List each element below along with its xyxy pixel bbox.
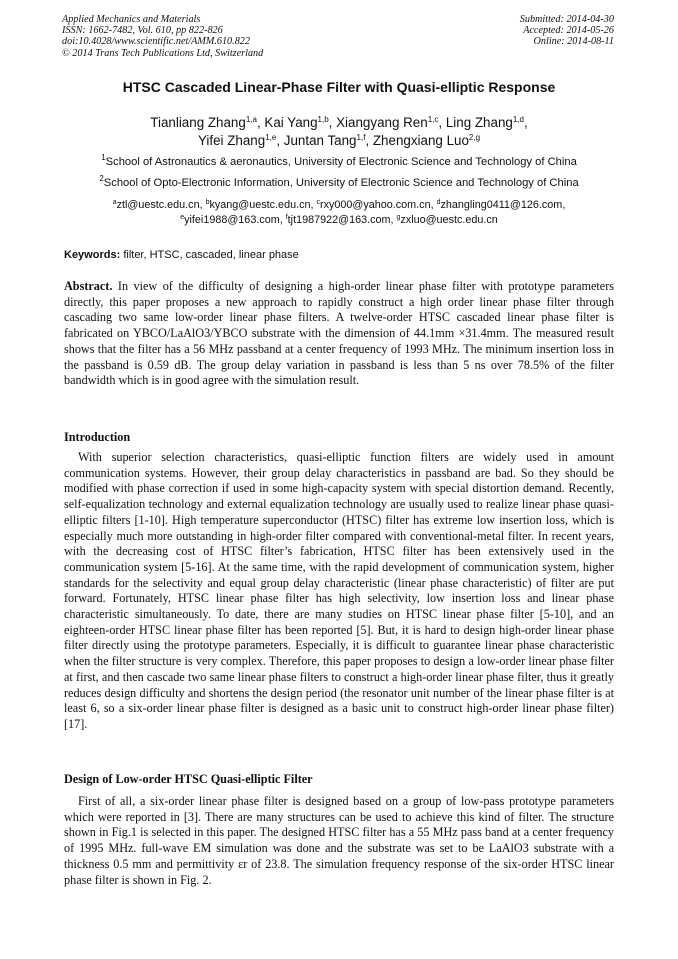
affiliation-sup: 1 <box>101 153 106 162</box>
section-heading-design: Design of Low-order HTSC Quasi-elliptic Filter <box>64 772 313 786</box>
author-sup: 1,d <box>512 115 524 124</box>
design-text: First of all, a six-order linear phase filter is designed based on a group of low-pass prototype parameters which were reported in [3]. There are many structures can be used to achieve this kind of filter. The structure shown in Fig.1 is selected in this paper. The designed HTSC filter has a 55 MHz pass band at a center frequency of 1995 MHz. full-wave EM simulation was done and the substrate was set to be LaAlO3 substrate with a thickness 0.5 mm and permittivity εr of 23.8. The simulation frequency response of the six-order HTSC linear phase filter is shown in Fig. 2. <box>64 794 614 887</box>
email-sup: e <box>180 214 185 221</box>
journal-copyright: © 2014 Trans Tech Publications Ltd, Switzerland <box>62 47 264 59</box>
journal-info <box>62 14 263 59</box>
email-address[interactable]: tjt1987922@163.com <box>287 214 391 226</box>
introduction-paragraph <box>64 450 614 733</box>
affiliation-text: School of Astronautics & aeronautics, University of Electronic Science and Technology of China <box>105 156 577 168</box>
journal-name: Applied Mechanics and Materials <box>62 14 201 25</box>
author-list: Tianliang Zhang$^{1,a}$, Kai Yang$^{1,b}$, Xiangyang Ren$^{1,c}$, Ling Zhang$^{1,d}$, Yifei Zhang$^{1,e}$, Juntan Tang$^{1,f}$, Zhengxiang Luo$^{2,g}$ <box>150 115 528 148</box>
author-sup: 2,g <box>468 133 481 142</box>
author-name: Ling Zhang <box>445 115 513 130</box>
paper-title: HTSC Cascaded Linear-Phase Filter with Quasi-elliptic Response <box>122 79 556 95</box>
affiliation-text: School of Opto-Electronic Information, University of Electronic Science and Technology of China <box>103 177 579 189</box>
author-name: Kai Yang <box>264 115 318 130</box>
author-name: Juntan Tang <box>283 133 357 148</box>
design-paragraph <box>64 794 614 888</box>
publication-dates <box>520 14 614 48</box>
journal-doi[interactable]: doi:10.4028/www.scientific.net/AMM.610.822 <box>62 36 250 48</box>
email-address[interactable]: yifei1988@163.com <box>184 214 280 226</box>
author-sup: 1,e <box>265 133 277 142</box>
date-online: Online: 2014-08-11 <box>533 36 614 48</box>
keywords-text: filter, HTSC, cascaded, linear phase <box>123 249 299 261</box>
email-sup: f <box>285 214 288 221</box>
author-name: Yifei Zhang <box>197 133 266 148</box>
email-list: $^a$ztl@uestc.edu.cn, $^b$kyang@uestc.edu.cn, $^c$rxy000@yahoo.com.cn, $^d$zhangling0411@126.com, $^e$yifei1988@163.com, $^f$tjt1987922@163.com, $^g$zxluo@uestc.edu.cn <box>112 199 566 226</box>
email-address[interactable]: kyang@uestc.edu.cn <box>209 199 311 211</box>
author-sup: 1,c <box>427 115 439 124</box>
affiliation-sup: 2 <box>99 174 104 183</box>
email-sup: g <box>396 214 401 221</box>
email-sup: b <box>205 199 210 206</box>
email-sup: c <box>316 199 320 206</box>
author-name: Tianliang Zhang <box>150 115 246 130</box>
email-address[interactable]: rxy000@yahoo.com.cn <box>319 199 431 211</box>
email-address[interactable]: ztl@uestc.edu.cn <box>116 199 200 211</box>
affiliation-2 <box>0 174 678 189</box>
introduction-text: With superior selection characteristics, quasi-elliptic function filters are widely used in amount communication systems. However, their group delay characteristics in passband are bad. So they should be modified with phase correction if used in some high-capacity system with special distortion demand. Recently, self-equalization technology and external equalization technology are usually used to realize linear phase quasi-elliptic filters [1-10]. High temperature superconductor (HTSC) filter has extreme low insertion loss, which is especially much more outstanding in high-order filter compared with conventional-metal filter. In recent years, with the decreasing cost of HTSC filter’s fabrication, HTSC filter has been extensively used in the communication system [5-16]. At the same time, with the rapid development of communication system, higher standards for the selectivity and equal group delay characteristic (linear phase characteristic) of filter are put forward. Fortunately, HTSC linear phase filter has high selectivity, low insertion loss and linear phase characteristic simultaneously. To date, there are many studies on HTSC linear phase filter [5-10], and an eighteen-order HTSC linear phase filter has been reported [5]. But, it is hard to design high-order linear phase filter directly using the prototype parameters. Especially, it is difficult to guarantee linear phase characteristic when the filter structure is very complex. Therefore, this paper proposes to design a low-order linear phase filter at first, and then cascade two same linear phase filters to construct a high-order linear phase filter, thus it greatly reduces design difficulty and shortens the design period (the resonator unit number of the linear phase filter is at least 6, so a six-order linear phase filter is designed as a basic unit to construct high-order linear phase filter) [17]. <box>64 450 614 731</box>
affiliation-1 <box>0 153 678 168</box>
email-address[interactable]: zhangling0411@126.com <box>440 199 563 211</box>
abstract-text: In view of the difficulty of designing a high-order linear phase filter with prototype parameters directly, this paper proposes a new approach to rapidly construct a high order linear phase filter through cascading two same low-order linear phase filters. A twelve-order HTSC cascaded linear phase filter is fabricated on YBCO/LaAlO3/YBCO substrate with the dimension of 44.1mm ×31.4mm. The measured result shows that the filter has a 56 MHz passband at a center frequency of 1993 MHz. The minimum insertion loss in the passband is 0.59 dB. The group delay variation in passband is less than 5 ns over 78.5% of the filter bandwidth which is in good agree with the simulation result. <box>64 279 615 388</box>
author-sup: 1,f <box>356 133 366 142</box>
date-accepted: Accepted: 2014-05-26 <box>523 25 614 37</box>
email-address[interactable]: zxluo@uestc.edu.cn <box>400 214 498 226</box>
author-name: Xiangyang Ren <box>336 115 428 130</box>
email-sup: d <box>436 199 441 206</box>
keywords-label: Keywords: <box>64 249 121 261</box>
journal-issn: ISSN: 1662-7482, Vol. 610, pp 822-826 <box>62 25 223 37</box>
abstract-label: Abstract. <box>64 279 113 293</box>
keywords <box>64 249 614 261</box>
author-sup: 1,a <box>245 115 257 124</box>
section-heading-introduction: Introduction <box>64 430 131 444</box>
abstract <box>64 279 614 389</box>
author-name: Zhengxiang Luo <box>372 133 469 148</box>
author-sup: 1,b <box>317 115 329 124</box>
date-submitted: Submitted: 2014-04-30 <box>519 14 614 25</box>
email-sup: a <box>112 199 117 206</box>
